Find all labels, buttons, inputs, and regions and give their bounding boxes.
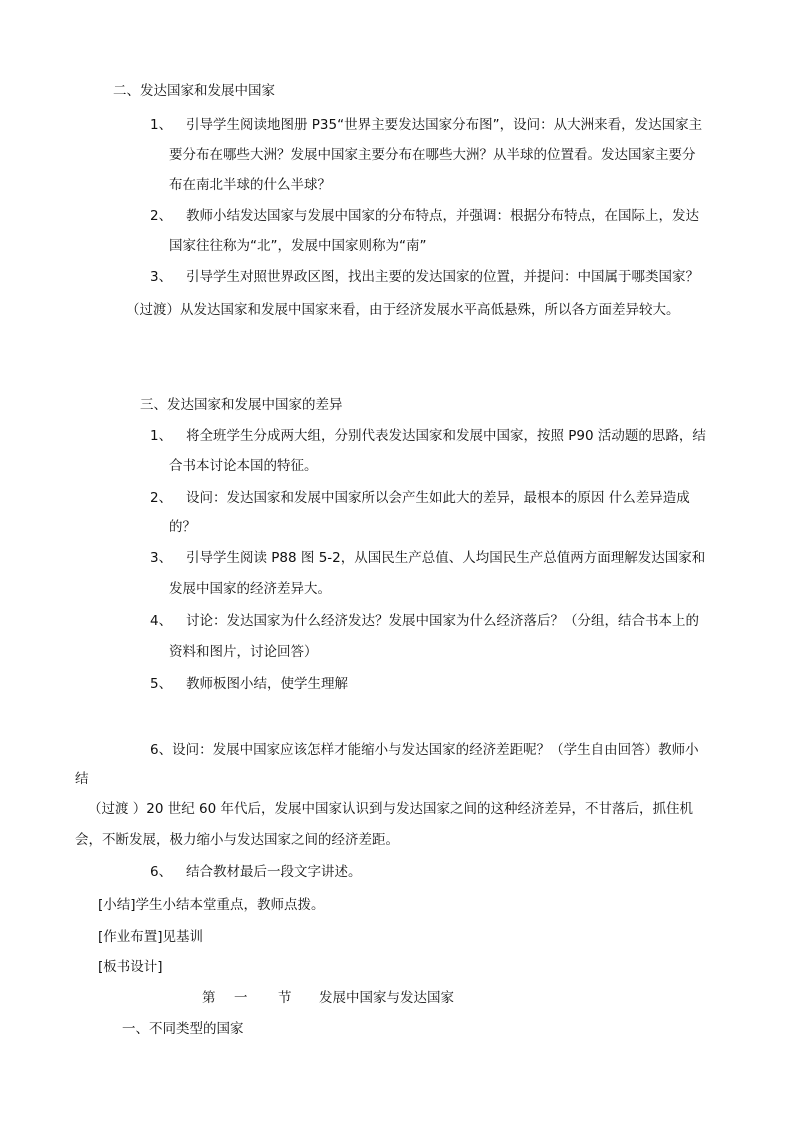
item-text: 引导学生阅读地图册 P35“世界主要发达国家分布图”，设问：从大洲来看，发达国家主 bbox=[186, 117, 703, 133]
item-number: 4、 bbox=[150, 613, 173, 629]
list-item bbox=[150, 612, 699, 630]
board-title-part: 第 bbox=[202, 990, 216, 1006]
board-first-point: 一、不同类型的国家 bbox=[122, 1021, 244, 1037]
item-number: 2、 bbox=[150, 208, 173, 224]
item-text-continued: 的？ bbox=[169, 519, 196, 535]
list-item bbox=[150, 549, 705, 567]
item-number: 6、 bbox=[150, 864, 173, 880]
item-text: 将全班学生分成两大组，分别代表发达国家和发展中国家，按照 P90 活动题的思路，结 bbox=[186, 428, 706, 444]
board-title bbox=[202, 989, 454, 1007]
item-text: 讨论：发达国家为什么经济发达？发展中国家为什么经济落后？（分组，结合书本上的 bbox=[186, 613, 699, 629]
board-design-label: [板书设计] bbox=[98, 959, 163, 975]
section-3-heading: 三、发达国家和发展中国家的差异 bbox=[140, 397, 343, 413]
list-item bbox=[150, 863, 362, 881]
item-6-question-continued: 结 bbox=[75, 771, 89, 787]
item-number: 3、 bbox=[150, 269, 173, 285]
board-title-part: 一 bbox=[234, 990, 248, 1006]
item-text: 引导学生对照世界政区图，找出主要的发达国家的位置，并提问：中国属于哪类国家？ bbox=[186, 269, 699, 285]
item-text-continued: 合书本讨论本国的特征。 bbox=[169, 458, 318, 474]
item-text-continued: 发展中国家的经济差异大。 bbox=[169, 581, 331, 597]
item-number: 1、 bbox=[150, 428, 173, 444]
list-item bbox=[150, 116, 702, 134]
summary-text: [小结]学生小结本堂重点，教师点拨。 bbox=[98, 897, 325, 913]
list-item bbox=[150, 427, 706, 445]
transition-text-continued: 会，不断发展，极力缩小与发达国家之间的经济差距。 bbox=[75, 832, 399, 848]
item-text-continued: 资料和图片，讨论回答） bbox=[169, 644, 318, 660]
item-number: 5、 bbox=[150, 676, 173, 692]
item-number: 1、 bbox=[150, 117, 173, 133]
item-number: 3、 bbox=[150, 550, 173, 566]
item-6-question: 6、设问：发展中国家应该怎样才能缩小与发达国家的经济差距呢？（学生自由回答）教师小 bbox=[150, 742, 699, 758]
item-text: 设问：发达国家和发展中国家所以会产生如此大的差异，最根本的原因 什么差异造成 bbox=[186, 490, 690, 506]
transition-text: （过渡）从发达国家和发展中国家来看，由于经济发展水平高低悬殊，所以各方面差异较大。 bbox=[126, 302, 680, 318]
list-item bbox=[150, 268, 699, 286]
transition-text: （过渡 ）20 世纪 60 年代后，发展中国家认识到与发达国家之间的这种经济差异，不甘落后，抓住机 bbox=[88, 801, 694, 817]
homework-text: [作业布置]见基训 bbox=[98, 929, 204, 945]
item-text: 教师板图小结，使学生理解 bbox=[186, 676, 348, 692]
item-number: 2、 bbox=[150, 490, 173, 506]
board-title-part: 节 bbox=[278, 990, 292, 1006]
item-text-continued: 布在南北半球的什么半球？ bbox=[169, 177, 331, 193]
item-text: 结合教材最后一段文字讲述。 bbox=[186, 864, 362, 880]
list-item bbox=[150, 207, 699, 225]
item-text-continued: 要分布在哪些大洲？发展中国家主要分布在哪些大洲？从半球的位置看。发达国家主要分 bbox=[169, 147, 696, 163]
list-item bbox=[150, 489, 690, 507]
list-item bbox=[150, 675, 348, 693]
section-2-heading: 二、发达国家和发展中国家 bbox=[113, 83, 275, 99]
board-title-part: 发展中国家与发达国家 bbox=[319, 990, 454, 1006]
item-text: 教师小结发达国家与发展中国家的分布特点，并强调：根据分布特点，在国际上，发达 bbox=[186, 208, 699, 224]
item-text-continued: 国家往往称为“北”，发展中国家则称为“南” bbox=[169, 238, 427, 254]
item-text: 引导学生阅读 P88 图 5-2，从国民生产总值、人均国民生产总值两方面理解发达国家和 bbox=[186, 550, 706, 566]
